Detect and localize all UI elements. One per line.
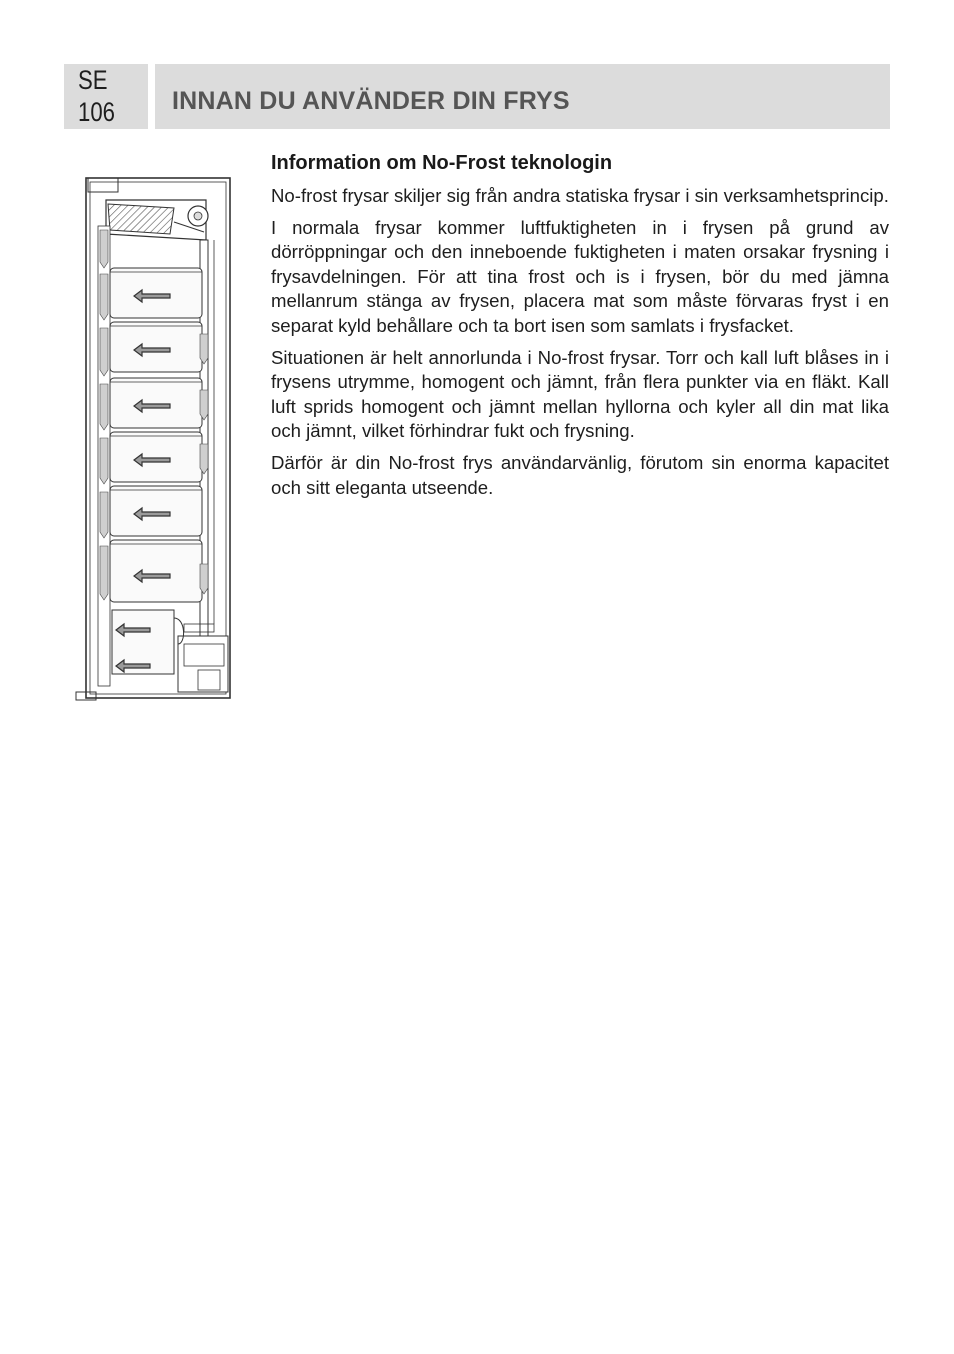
- section-heading: Information om No-Frost teknologin: [271, 152, 613, 174]
- title-bar: [155, 64, 890, 129]
- language-page-box: [64, 64, 148, 129]
- language-code: SE: [78, 65, 108, 95]
- page-number: 106: [78, 97, 115, 127]
- page-title: INNAN DU ANVÄNDER DIN FRYS: [172, 87, 570, 115]
- freezer-airflow-diagram-icon: [74, 174, 234, 704]
- paragraph-4: Därför är din No-frost frys användarvänlig, förutom sin enorma kapacitet och sitt eleganta utseende.: [271, 451, 889, 498]
- paragraph-2: I normala frysar kommer luftfuktigheten in i frysen på grund av dörröppningar och den inneboende fuktigheten i maten orsakar frysning i frysavdelningen. För att tina frost och is i frysen, bör du med jämna mellanrum stänga av frysen, placera mat som måste förvaras fryst i en separat kyld behållare och ta bort isen som samlats i frysfacket.: [271, 216, 889, 336]
- paragraph-3: Situationen är helt annorlunda i No-frost frysar. Torr och kall luft blåses in i frysens utrymme, homogent och jämnt, från flera punkter via en fläkt. Kall luft sprids homogent och jämnt mellan hyllorna och kyler all din mat lika och jämnt, vilket förhindrar fukt och frysning.: [271, 346, 889, 442]
- paragraph-1: No-frost frysar skiljer sig från andra statiska frysar i sin verksamhetsprincip.: [271, 185, 889, 206]
- main-content: [271, 150, 889, 507]
